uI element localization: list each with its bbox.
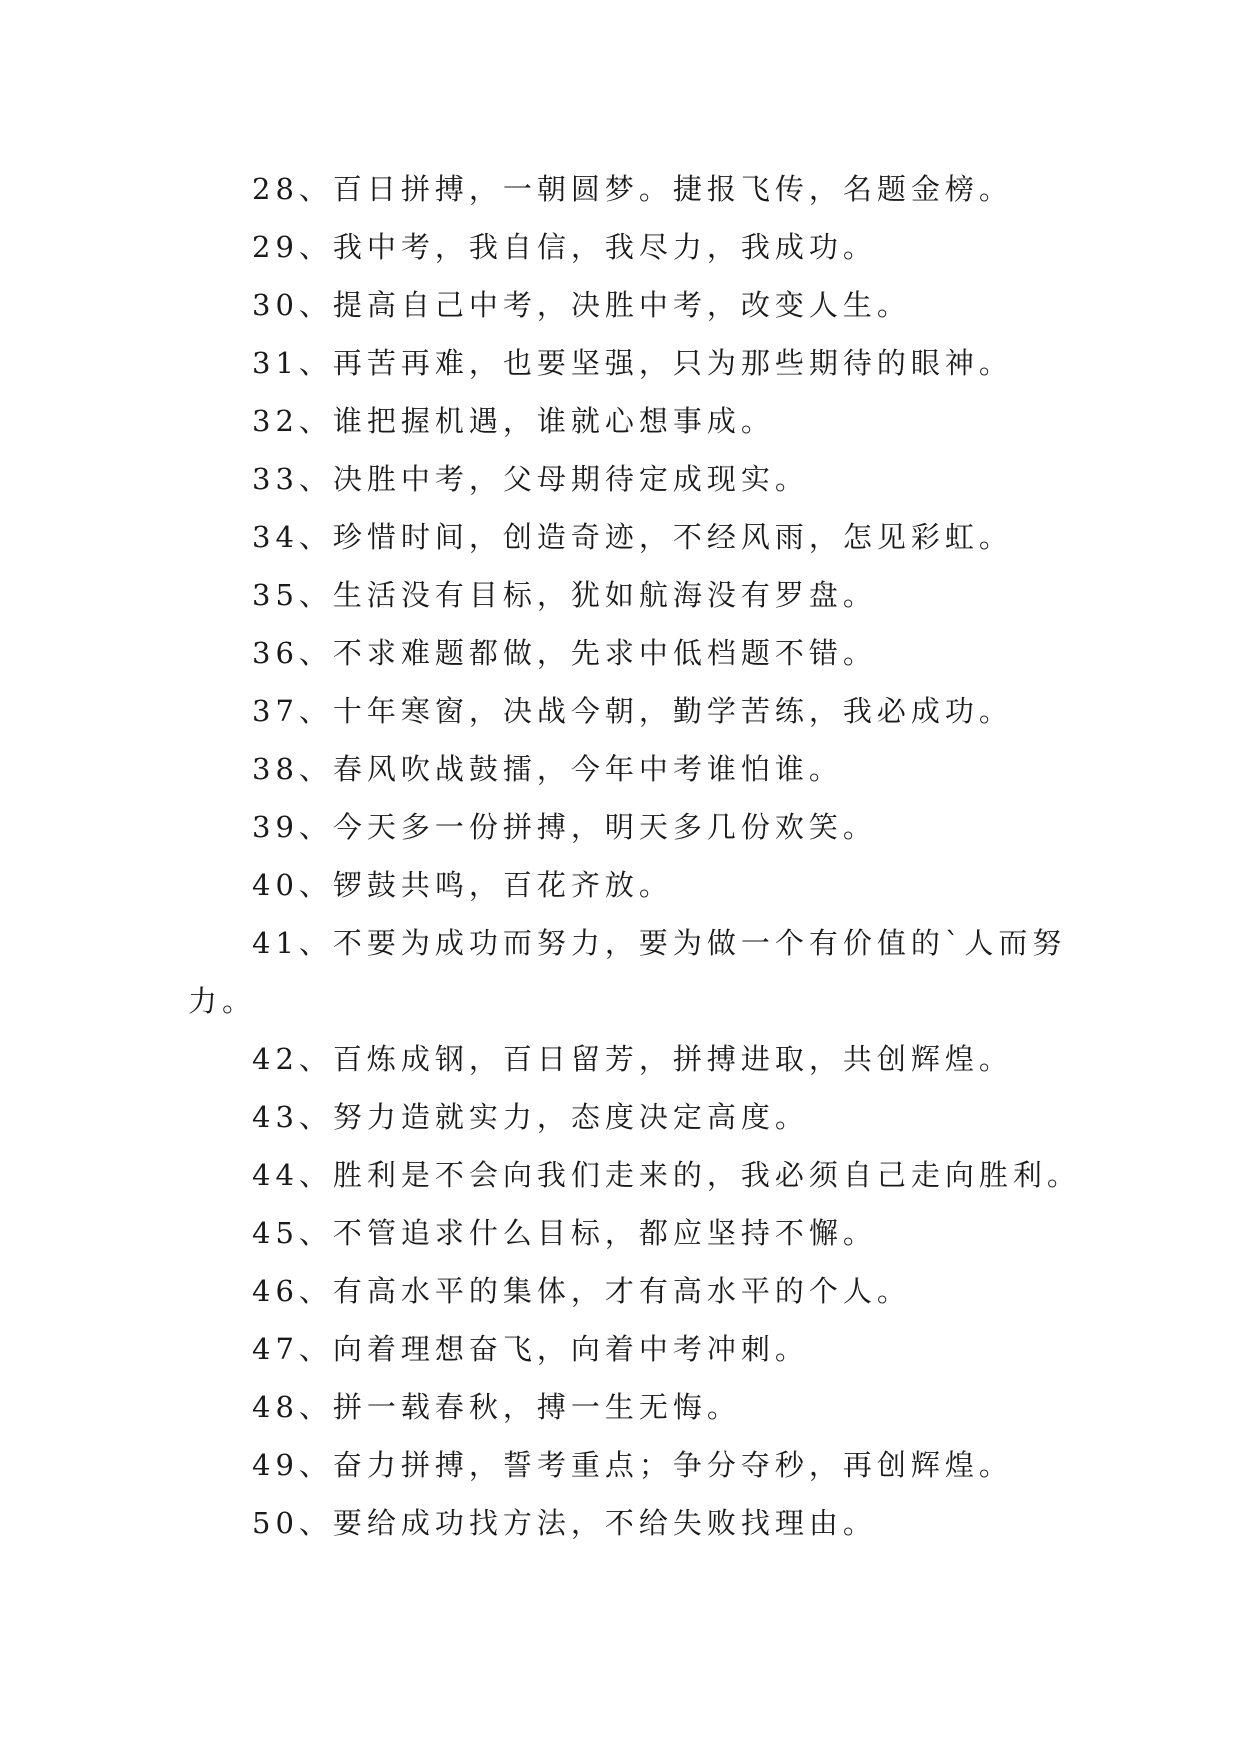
slogan-34: 34、珍惜时间，创造奇迹，不经风雨，怎见彩虹。 xyxy=(252,520,1013,554)
slogan-28: 28、百日拼搏，一朝圆梦。捷报飞传，名题金榜。 xyxy=(252,172,1013,206)
slogan-30: 30、提高自己中考，决胜中考，改变人生。 xyxy=(252,288,911,322)
slogan-43: 43、努力造就实力，态度决定高度。 xyxy=(252,1100,809,1134)
slogan-46: 46、有高水平的集体，才有高水平的个人。 xyxy=(252,1274,911,1308)
slogan-47: 47、向着理想奋飞，向着中考冲刺。 xyxy=(252,1332,809,1366)
slogan-38: 38、春风吹战鼓擂，今年中考谁怕谁。 xyxy=(252,752,843,786)
slogan-33: 33、决胜中考，父母期待定成现实。 xyxy=(252,462,809,496)
slogan-50: 50、要给成功找方法，不给失败找理由。 xyxy=(252,1506,877,1540)
slogan-37: 37、十年寒窗，决战今朝，勤学苦练，我必成功。 xyxy=(252,694,1013,728)
slogan-list xyxy=(188,160,1081,1552)
slogan-36: 36、不求难题都做，先求中低档题不错。 xyxy=(252,636,877,670)
slogan-39: 39、今天多一份拼搏，明天多几份欢笑。 xyxy=(252,810,877,844)
slogan-40: 40、锣鼓共鸣，百花齐放。 xyxy=(252,868,673,902)
slogan-41: 41、不要为成功而努力，要为做一个有价值的`人而努力。 xyxy=(188,926,1067,1018)
slogan-45: 45、不管追求什么目标，都应坚持不懈。 xyxy=(252,1216,877,1250)
slogan-49: 49、奋力拼搏，誓考重点；争分夺秒，再创辉煌。 xyxy=(252,1448,1013,1482)
slogan-29: 29、我中考，我自信，我尽力，我成功。 xyxy=(252,230,877,264)
slogan-32: 32、谁把握机遇，谁就心想事成。 xyxy=(252,404,775,438)
slogan-44: 44、胜利是不会向我们走来的，我必须自己走向胜利。 xyxy=(252,1158,1081,1192)
slogan-35: 35、生活没有目标，犹如航海没有罗盘。 xyxy=(252,578,877,612)
slogan-48: 48、拼一载春秋，搏一生无悔。 xyxy=(252,1390,741,1424)
slogan-42: 42、百炼成钢，百日留芳，拼搏进取，共创辉煌。 xyxy=(252,1042,1013,1076)
slogan-31: 31、再苦再难，也要坚强，只为那些期待的眼神。 xyxy=(252,346,1013,380)
